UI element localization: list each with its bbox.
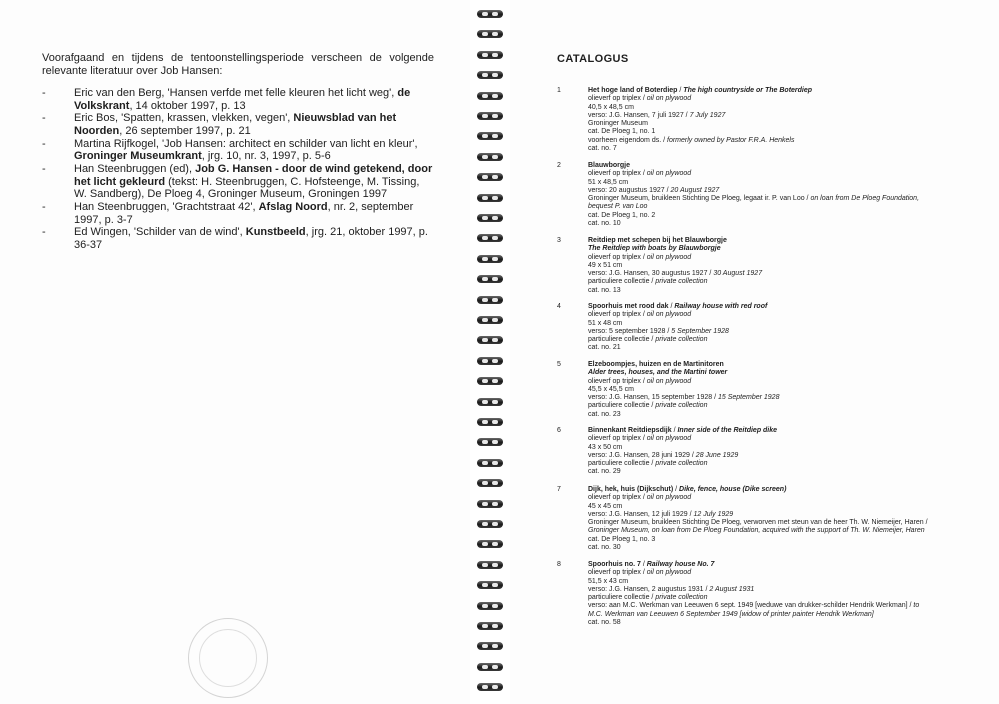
- entry-verso: verso: 20 augustus 1927 / 20 August 1927: [588, 186, 720, 194]
- entry-verso: verso: 5 september 1928 / 5 September 1928: [588, 327, 729, 335]
- entry-owner: particuliere collectie / private collection: [588, 460, 708, 468]
- literature-reference: Ed Wingen, 'Schilder van de wind', Kunstbeeld, jrg. 21, oktober 1997, p. 36-37: [74, 226, 428, 252]
- entry-reference: cat. De Ploeg 1, no. 3: [588, 535, 656, 543]
- entry-verso: verso: J.G. Hansen, 2 augustus 1931 / 2 August 1931: [588, 585, 755, 593]
- entry-title: Binnenkant Reitdiepsdijk / Inner side of the Reitdiep dike: [588, 427, 778, 434]
- entry-title: Het hoge land of Boterdiep / The high countryside or The Boterdiep: [588, 87, 813, 94]
- entry-title: Elzeboompjes, huizen en de Martinitoren: [588, 361, 724, 368]
- spiral-ring: [474, 620, 506, 632]
- entry-catno: cat. no. 23: [588, 410, 621, 418]
- spiral-binding: [470, 0, 510, 704]
- entry-medium: olieverf op triplex / oil on plywood: [588, 170, 692, 178]
- spiral-ring: [474, 498, 506, 510]
- entry-title-en: Alder trees, houses, and the Martini tower: [588, 369, 728, 377]
- spiral-ring: [474, 579, 506, 591]
- entry-title: Dijk, hek, huis (Dijkschut) / Dike, fence, house (Dike screen): [588, 486, 787, 493]
- catalogue-heading: CATALOGUS: [557, 53, 629, 65]
- spiral-ring: [474, 355, 506, 367]
- entry-catno: cat. no. 29: [588, 468, 621, 476]
- spiral-ring: [474, 375, 506, 387]
- spiral-ring: [474, 436, 506, 448]
- entry-provenance-en: M.C. Werkman van Leeuwen 6 September 1949 [widow of printer painter Hendrik Werkman]: [588, 610, 874, 618]
- spiral-ring: [474, 538, 506, 550]
- entry-loan-en: bequest P. van Loo: [588, 203, 648, 211]
- literature-reference: Martina Rijfkogel, 'Job Hansen: architect en schilder van licht en kleur', Groninger Museumkrant, jrg. 10, nr. 3, 1997, p. 5-6: [74, 137, 418, 163]
- literature-reference: Han Steenbruggen (ed), Job G. Hansen - door de wind getekend, door het licht gekleurd (tekst: H. Steenbruggen, C. Hofsteenge, M. Tissing, W. Sandberg), De Ploeg 4, Groninger Museum, Groningen 1997: [74, 163, 433, 201]
- entry-owner: particuliere collectie / private collection: [588, 336, 708, 344]
- entry-medium: olieverf op triplex / oil on plywood: [588, 435, 692, 443]
- list-item: [42, 87, 434, 112]
- spiral-ring: [474, 396, 506, 408]
- entry-catno: cat. no. 7: [588, 145, 617, 153]
- entry-provenance: verso: aan M.C. Werkman van Leeuwen 6 sept. 1949 [weduwe van drukker-schilder Hendrik Werkman] / to: [588, 602, 920, 610]
- entry-verso: verso: J.G. Hansen, 12 juli 1929 / 12 July 1929: [588, 510, 734, 518]
- entry-verso: verso: J.G. Hansen, 30 augustus 1927 / 30 August 1927: [588, 270, 763, 278]
- spiral-ring: [474, 640, 506, 652]
- entry-medium: olieverf op triplex / oil on plywood: [588, 494, 692, 502]
- entry-verso: verso: J.G. Hansen, 28 juni 1929 / 28 June 1929: [588, 451, 739, 459]
- spiral-ring: [474, 110, 506, 122]
- spiral-ring: [474, 90, 506, 102]
- entry-title: Spoorhuis met rood dak / Railway house with red roof: [588, 303, 768, 310]
- entry-number: 1: [557, 87, 561, 94]
- entry-catno: cat. no. 58: [588, 619, 621, 627]
- entry-size: 51 x 48 cm: [588, 319, 623, 327]
- entry-owner: Groninger Museum: [588, 120, 648, 128]
- intro-paragraph: Voorafgaand en tijdens de tentoonstellingsperiode verscheen de volgende relevante literatuur over Job Hansen:: [42, 52, 434, 78]
- list-item: [42, 226, 434, 251]
- list-item: [42, 112, 434, 137]
- spiral-ring: [474, 212, 506, 224]
- list-dash: -: [42, 137, 46, 150]
- entry-title: Spoorhuis no. 7 / Railway house No. 7: [588, 561, 715, 568]
- entry-catno: cat. no. 10: [588, 220, 621, 228]
- entry-number: 5: [557, 361, 561, 368]
- entry-provenance: voorheen eigendom ds. / formerly owned by Pastor F.R.A. Henkels: [588, 136, 795, 144]
- literature-reference: Han Steenbruggen, 'Grachtstraat 42', Afslag Noord, nr. 2, september 1997, p. 3-7: [74, 201, 414, 226]
- entry-loan: Groninger Museum, bruikleen Stichting De Ploeg, verworven met steun van de heer Th. W. Niemeijer, Haren /: [588, 519, 928, 527]
- spiral-ring: [474, 477, 506, 489]
- spiral-ring: [474, 457, 506, 469]
- entry-owner: particuliere collectie / private collection: [588, 278, 708, 286]
- entry-catno: cat. no. 30: [588, 544, 621, 552]
- spiral-ring: [474, 151, 506, 163]
- entry-number: 3: [557, 237, 561, 244]
- spiral-ring: [474, 416, 506, 428]
- spiral-ring: [474, 49, 506, 61]
- entry-size: 45,5 x 45,5 cm: [588, 385, 634, 393]
- literature-reference: Eric Bos, 'Spatten, krassen, vlekken, vegen', Nieuwsblad van het Noorden, 26 september 1997, p. 21: [74, 112, 397, 137]
- spiral-ring: [474, 294, 506, 306]
- spiral-ring: [474, 171, 506, 183]
- entry-catno: cat. no. 13: [588, 286, 621, 294]
- list-dash: -: [42, 87, 46, 99]
- spiral-ring: [474, 28, 506, 40]
- list-dash: -: [42, 226, 46, 239]
- entry-verso: verso: J.G. Hansen, 7 juli 1927 / 7 July 1927: [588, 111, 726, 119]
- entry-title: Reitdiep met schepen bij het Blauwborgje: [588, 237, 727, 244]
- entry-medium: olieverf op triplex / oil on plywood: [588, 311, 692, 319]
- spiral-ring: [474, 232, 506, 244]
- entry-medium: olieverf op triplex / oil on plywood: [588, 377, 692, 385]
- list-item: [42, 201, 434, 226]
- entry-reference: cat. De Ploeg 1, no. 2: [588, 211, 656, 219]
- spiral-ring: [474, 69, 506, 81]
- spiral-ring: [474, 518, 506, 530]
- spiral-ring: [474, 8, 506, 20]
- entry-number: 8: [557, 561, 561, 568]
- entry-owner: particuliere collectie / private collection: [588, 402, 708, 410]
- literature-list: [42, 87, 434, 252]
- spiral-ring: [474, 559, 506, 571]
- entry-reference: cat. De Ploeg 1, no. 1: [588, 128, 656, 136]
- spiral-ring: [474, 192, 506, 204]
- spiral-ring: [474, 334, 506, 346]
- entry-number: 4: [557, 303, 561, 310]
- entry-size: 45 x 45 cm: [588, 502, 623, 510]
- list-dash: -: [42, 163, 46, 176]
- entry-loan: Groninger Museum, bruikleen Stichting De Ploeg, legaat ir. P. van Loo / on loan from De Ploeg Foundation,: [588, 195, 920, 203]
- entry-size: 40,5 x 48,5 cm: [588, 103, 634, 111]
- entry-verso: verso: J.G. Hansen, 15 september 1928 / 15 September 1928: [588, 394, 780, 402]
- entry-size: 49 x 51 cm: [588, 261, 623, 269]
- entry-catno: cat. no. 21: [588, 344, 621, 352]
- entry-medium: olieverf op triplex / oil on plywood: [588, 569, 692, 577]
- entry-size: 51,5 x 43 cm: [588, 577, 629, 585]
- entry-size: 43 x 50 cm: [588, 443, 623, 451]
- entry-title-en: The Reitdiep with boats by Blauwborgje: [588, 245, 721, 253]
- list-dash: -: [42, 201, 46, 214]
- faint-stamp-mark: [188, 618, 268, 698]
- spiral-ring: [474, 253, 506, 265]
- left-page: [0, 0, 470, 704]
- entry-number: 6: [557, 427, 561, 434]
- entry-medium: olieverf op triplex / oil on plywood: [588, 95, 692, 103]
- entry-medium: olieverf op triplex / oil on plywood: [588, 253, 692, 261]
- spiral-ring: [474, 661, 506, 673]
- list-item: [42, 138, 434, 163]
- entry-number: 7: [557, 486, 561, 493]
- entry-number: 2: [557, 162, 561, 169]
- literature-reference: Eric van den Berg, 'Hansen verfde met felle kleuren het licht weg', de Volkskrant, 14 oktober 1997, p. 13: [74, 87, 411, 112]
- spiral-ring: [474, 681, 506, 693]
- spiral-ring: [474, 273, 506, 285]
- spiral-ring: [474, 130, 506, 142]
- list-dash: -: [42, 112, 46, 125]
- entry-loan-en: Groninger Museum, on loan from De Ploeg Foundation, acquired with the support of Th. W. Niemeijer, Haren: [588, 527, 925, 535]
- entry-title: Blauwborgje: [588, 162, 631, 169]
- list-item: [42, 163, 434, 201]
- spiral-ring: [474, 314, 506, 326]
- entry-owner: particuliere collectie / private collection: [588, 594, 708, 602]
- entry-size: 51 x 48,5 cm: [588, 178, 629, 186]
- spiral-ring: [474, 600, 506, 612]
